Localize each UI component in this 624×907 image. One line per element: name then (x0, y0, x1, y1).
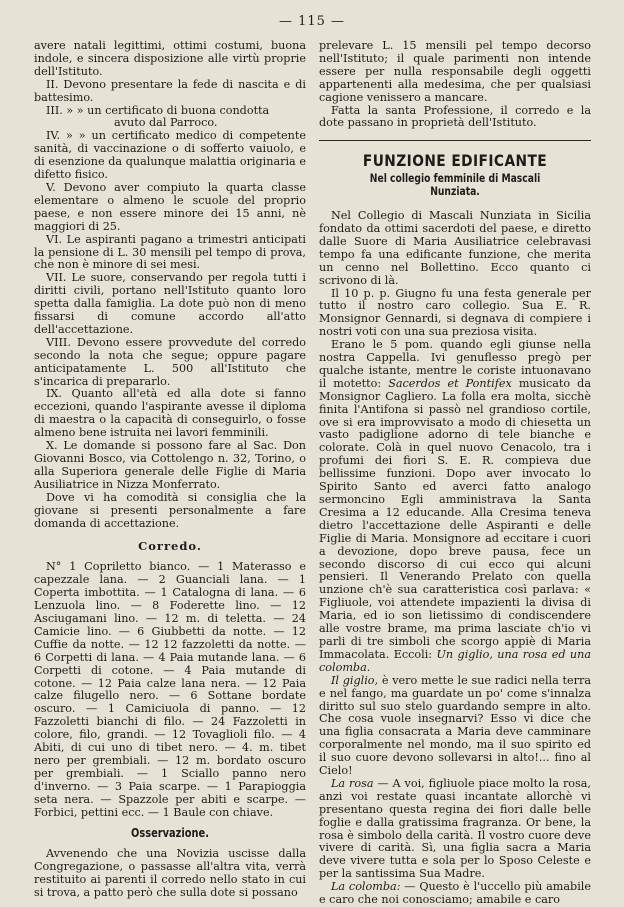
right-column (319, 40, 591, 907)
paragraph: X. Le domande si possono fare al Sac. Don Giovanni Bosco, via Cottolengo n. 32, Torino, o alla Superiora generale delle Figlie di Maria Ausiliatrice in Nizza Monferrato. (34, 439, 306, 491)
paragraph: VIII. Devono essere provvedute del corredo secondo la nota che segue; oppure pagare anticipatamente L. 500 all'Istituto che s'incarica di prepararlo. (34, 335, 306, 388)
paragraph: V. Devono aver compiuto la quarta classe elementare o almeno le scuole del proprio paese, e non essere minore dei 15 anni, nè maggiori di 25. (34, 180, 306, 233)
text-run: è vero mette le sue radici nella terra e nel fango, ma guardate un po' come s'innalza diritto sul suo stelo guardando sempre in alto. Che cosa vuole insegnarvi? Esso vi dice che una figlia consacrata a Maria deve camminare corporalmente nel mondo, ma il suo spirito ed il suo cuore devono sollevarsi in alto!... fino al Cielo! (319, 673, 592, 778)
paragraph: avere natali legittimi, ottimi costumi, buona indole, e sincera disposizione alle virtù proprie dell'Istituto. (34, 39, 306, 78)
paragraph: VII. Le suore, conservando per regola tutti i diritti civili, portano nell'Istituto quanto loro spetta dalla famiglia. La dote può non di meno fissarsi di comune accordo all'atto dell'accettazione. (34, 271, 306, 336)
paragraph (319, 881, 591, 907)
corredo-heading: Corredo. (138, 539, 202, 554)
italic-run: Un giglio, una rosa ed una colomba. (319, 647, 592, 674)
osservazione-heading: Osservazione. (131, 826, 209, 841)
page-number: — 115 — (278, 14, 346, 29)
text-run: — Questo è l'uccello più amabile e caro che noi conosciamo; amabile e caro (319, 880, 591, 907)
article-subtitle: Nel collegio femminile di Mascali Nunziata. (369, 171, 541, 199)
paragraph: IV. » » un certificato medico di competente sanità, di vaccinazione o di sofferto vaiuolo, e di esenzione da qualunque malattia originaria e difetto fisico. (34, 129, 306, 182)
divider (319, 140, 591, 141)
paragraph (319, 339, 591, 675)
paragraph (319, 675, 591, 778)
italic-run: La rosa (331, 776, 374, 790)
paragraph: avuto dal Parroco. (114, 116, 218, 130)
text-run: Erano le 5 pom. quando egli giunse nella nostra Cappella. Ivi genuflesso pregò per qualche istante, mentre le coriste intuonavano il motetto: (319, 338, 591, 390)
text-run: — A voi, figliuole piace molto la rosa, anzi voi restate quasi incantate allorchè vi presentano questa regina dei fiori dalle belle foglie e dalla gratissima fragranza. Or bene, la rosa è simbolo della carità. Il vostro cuore deve vivere di carità. Sì, una figlia sacra a Maria deve vivere tutta e sola per lo Sposo Celeste e per la santissima Sua Madre. (319, 776, 591, 881)
paragraph: IX. Quanto all'età ed alla dote si fanno eccezioni, quando l'aspirante avesse il diploma di maestra o la capacità di conseguirlo, o fosse almeno bene istruita nei lavori femminili. (34, 387, 306, 440)
left-column (34, 40, 306, 900)
paragraph: Fatta la santa Professione, il corredo e la dote passano in proprietà dell'Istituto. (319, 103, 591, 130)
text-run: musicato da Monsignor Cagliero. La folla era molta, sicchè finita l'Antifona si passò nel grandioso cortile, ove si era improvvisato a modo di chiesetta un vasto padiglione adorno di tele bianche e colorate. Colà in quel nuovo Cenacolo, tra i profumi dei fiori S. E. R. compieva due bellissime funzioni. Dopo aver invocato lo Spirito Santo ed averci fatto analogo sermoncino Egli amministrava la Santa Cresima a 12 educande. Alla Cresima teneva dietro l'accettazione delle Aspiranti e delle Figlie di Maria. Monsignore ad eccitare i cuori a devozione, dopo breve pausa, fece un secondo discorso di cui ecco qui alcuni pensieri. Il Venerando Prelato con quella unzione ch'è sua caratteristica così parlava: « Figliuole, voi attendete impazienti la divisa di Maria, ed io son lietissimo di condiscendere alle vostre brame, ma prima lasciate ch'io vi parli di tre simboli che scorgo appiè di Maria Immacolata. Eccoli: (319, 376, 591, 661)
paragraph: Avvenendo che una Novizia uscisse dalla Congregazione, o passasse all'altra vita, verrà restituito ai parenti il corredo nello stato in cui si trova, a patto però che sulla dote si possano (34, 847, 306, 900)
corredo-list: N° 1 Copriletto bianco. — 1 Materasso e capezzale lana. — 2 Guanciali lana. — 1 Coperta imbottita. — 1 Catalogna di lana. — 6 Lenzuola lino. — 8 Foderette lino. — 12 Asciugamani lino. — 12 m. di teletta. — 24 Camicie lino. — 6 Giubbetti da notte. — 12 Cuffie da notte. — 12 12 fazzoletti da notte. — 6 Corpetti di lana. — 4 Paia mutande lana. — 6 Corpetti di cotone. — 4 Paia mutande di cotone. — 12 Paia calze lana nera. — 12 Paia calze filugello nero. — 6 Sottane bordate oscuro. — 1 Camiciuola di panno. — 12 Fazzoletti bianchi di filo. — 24 Fazzoletti in colore, filo, grandi. — 12 Tovaglioli filo. — 4 Abiti, di cui uno di tibet nero. — 4. m. tibet nero per grembiali. — 12 m. bordato oscuro per grembiali. — 1 Sciallo panno nero d'inverno. — 3 Paia scarpe. — 1 Parapioggia seta nera. — Spazzole per abiti e scarpe. — Forbici, pettini ecc. — 1 Baule con chiave. (34, 560, 306, 819)
paragraph: Il 10 p. p. Giugno fu una festa generale per tutto il nostro caro collegio. Sua E. R. Monsignor Gennardi, si degnava di compiere i nostri voti con una sua preziosa visita. (319, 286, 591, 339)
italic-run: Sacerdos et Pontifex (388, 376, 512, 390)
article-title: FUNZIONE EDIFICANTE (362, 151, 548, 171)
paragraph (319, 778, 591, 881)
paragraph: Dove vi ha comodità si consiglia che la giovane si presenti personalmente a fare domanda di accettazione. (34, 490, 306, 530)
paragraph: II. Devono presentare la fede di nascita e di battesimo. (34, 77, 306, 104)
italic-run: La colomba: (331, 880, 401, 894)
paragraph: III. » » un certificato di buona condotta (46, 103, 270, 117)
paragraph: prelevare L. 15 mensili pel tempo decorso nell'Istituto; il quale parimenti non intende essere per nulla responsabile degli oggetti appartenenti alla medesima, che per qualsiasi cagione venissero a mancare. (319, 39, 591, 104)
italic-run: Il giglio, (331, 673, 379, 687)
paragraph: Nel Collegio di Mascali Nunziata in Sicilia fondato da ottimi sacerdoti del paese, e diretto dalle Suore di Maria Ausiliatrice celebravasi tempo fa una edificante funzione, che merita un cenno nel Bollettino. Ecco quanto ci scrivono di là. (319, 209, 591, 287)
paragraph: VI. Le aspiranti pagano a trimestri anticipati la pensione di L. 30 mensili pel tempo di prova, che non è minore di sei mesi. (34, 232, 306, 272)
